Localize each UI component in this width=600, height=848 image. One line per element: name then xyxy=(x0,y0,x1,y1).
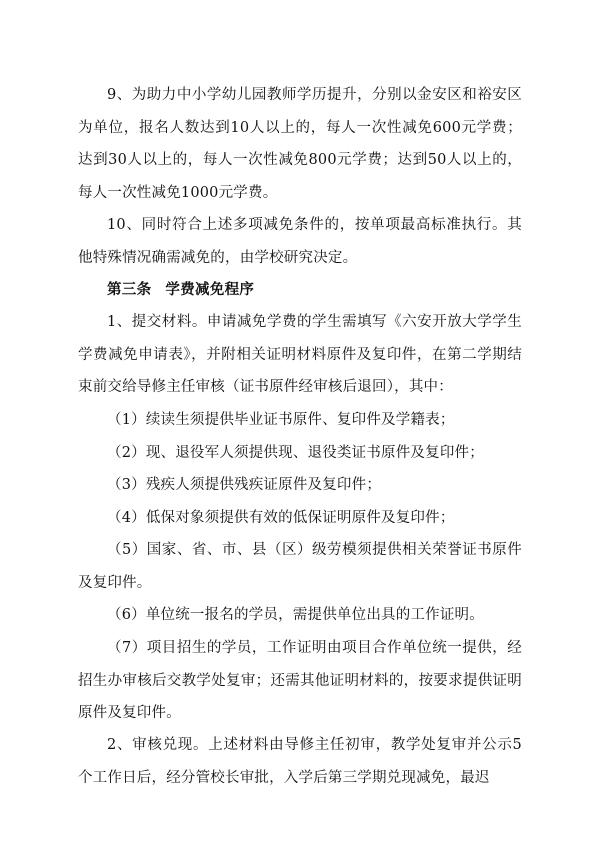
list-item-6: （6）单位统一报名的学员，需提供单位出具的工作证明。 xyxy=(107,607,484,623)
list-item-3: （3）残疾人须提供残疾证原件及复印件； xyxy=(107,477,382,493)
paragraph-item-9: 9、为助力中小学幼儿园教师学历提升，分别以金安区和裕安区为单位，报名人数达到10人以上的，每人一次性减免600元学费；达到30人以上的，每人一次性减免800元学费；达到50人以上的，每人一次性减免1000元学费。 xyxy=(78,87,522,201)
paragraph-step-1: 1、提交材料。申请减免学费的学生需填写《六安开放大学学生学费减免申请表》，并附相关证明材料原件及复印件，在第二学期结束前交给导修主任审核（证书原件经审核后退回），其中： xyxy=(78,314,522,395)
list-item-2: （2）现、退役军人须提供现、退役类证书原件及复印件； xyxy=(107,445,484,461)
paragraph-step-2: 2、审核兑现。上述材料由导修主任初审，教学处复审并公示5个工作日后，经分管校长审批，入学后第三学期兑现减免，最迟 xyxy=(78,737,522,786)
list-item-4: （4）低保对象须提供有效的低保证明原件及复印件； xyxy=(107,510,455,526)
list-item-5: （5）国家、省、市、县（区）级劳模须提供相关荣誉证书原件及复印件。 xyxy=(78,542,522,591)
section-title: 学费减免程序 xyxy=(165,282,255,298)
section-heading xyxy=(107,274,254,307)
list-item-1: （1）续读生须提供毕业证书原件、复印件及学籍表； xyxy=(107,412,455,428)
paragraph-item-10: 10、同时符合上述多项减免条件的，按单项最高标准执行。其他特殊情况确需减免的，由学校研究决定。 xyxy=(78,217,522,266)
section-label: 第三条 xyxy=(107,282,152,298)
list-item-7: （7）项目招生的学员，工作证明由项目合作单位统一提供，经招生办审核后交教学处复审；还需其他证明材料的，按要求提供证明原件及复印件。 xyxy=(78,640,522,721)
